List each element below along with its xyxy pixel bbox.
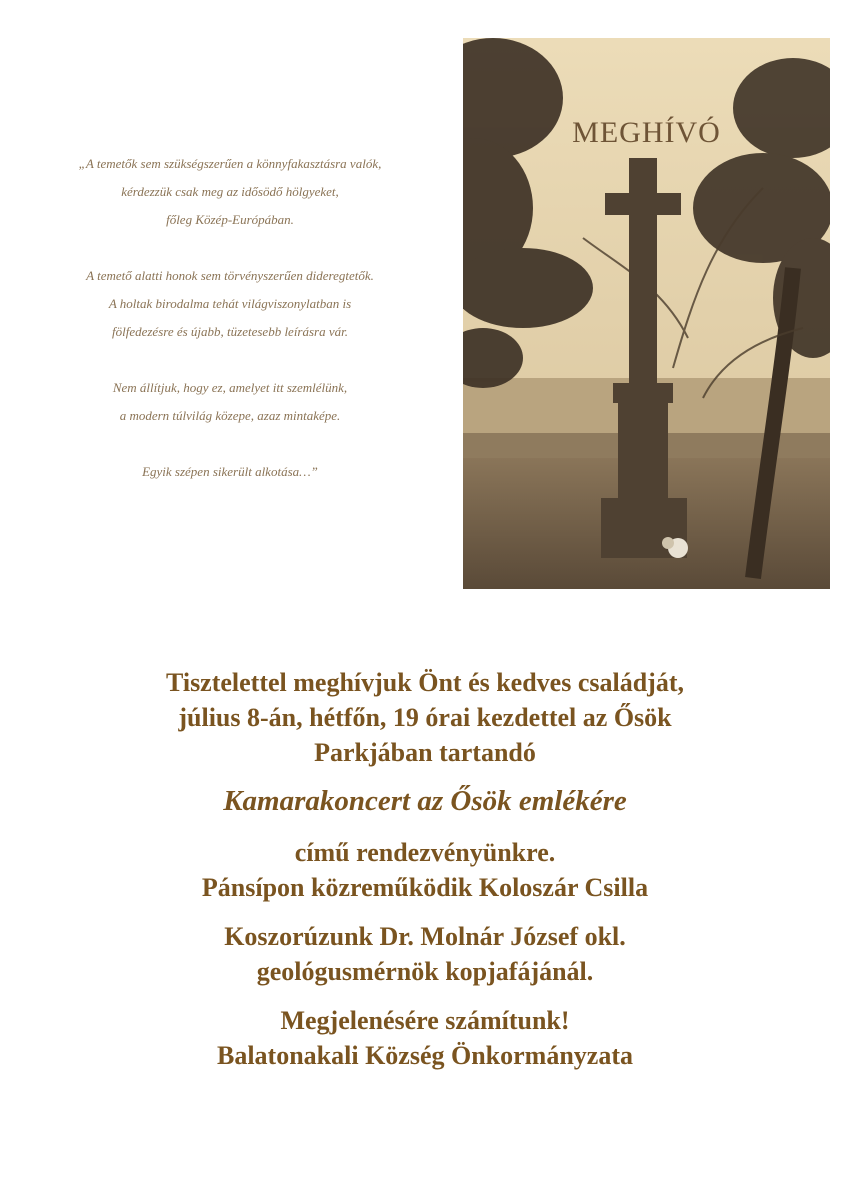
quote-line: Nem állítjuk, hogy ez, amelyet itt szemlélünk, — [112, 380, 348, 395]
cover-photo — [463, 38, 830, 589]
quote-line: kérdezzük csak meg az idősödő hölgyeket, — [121, 184, 339, 199]
wreath-line: geológusmérnök kopjafájánál. — [256, 957, 594, 986]
quote-block — [0, 150, 460, 514]
quote-line: főleg Közép-Európában. — [166, 212, 294, 227]
quote-line: fölfedezésre és újabb, tüzetesebb leírásra vár. — [111, 324, 348, 339]
quote-line: Egyik szépen sikerült alkotása…” — [142, 464, 318, 479]
intro-line: Parkjában tartandó — [314, 738, 536, 767]
intro-line: Tisztelettel meghívjuk Önt és kedves családját, — [165, 668, 685, 697]
closing-block — [0, 1003, 850, 1073]
quote-paragraph — [0, 374, 460, 430]
program-block — [0, 835, 850, 905]
program-line: Pánsípon közreműködik Koloszár Csilla — [201, 873, 649, 902]
invitation-text — [0, 665, 850, 1087]
program-line: című rendezvényünkre. — [294, 838, 556, 867]
quote-paragraph — [0, 150, 460, 234]
quote-line: A holtak birodalma tehát világviszonylatban is — [108, 296, 352, 311]
quote-line: A temető alatti honok sem törvényszerűen dideregtetők. — [86, 268, 374, 283]
signature-line: Balatonakali Község Önkormányzata — [216, 1041, 633, 1070]
intro-block — [0, 665, 850, 770]
event-title: Kamarakoncert az Ősök emlékére — [223, 785, 627, 817]
invitation-title: MEGHÍVÓ — [572, 116, 721, 149]
closing-line: Megjelenésére számítunk! — [280, 1006, 570, 1035]
quote-paragraph — [0, 262, 460, 346]
wreath-block — [0, 919, 850, 989]
quote-line: „A temetők sem szükségszerűen a könnyfakasztásra valók, — [78, 156, 382, 171]
quote-line: a modern túlvilág közepe, azaz mintaképe. — [119, 408, 341, 423]
wreath-line: Koszorúzunk Dr. Molnár József okl. — [224, 922, 626, 951]
quote-paragraph — [0, 458, 460, 486]
intro-line: július 8-án, hétfőn, 19 órai kezdettel az Ősök — [178, 703, 672, 732]
